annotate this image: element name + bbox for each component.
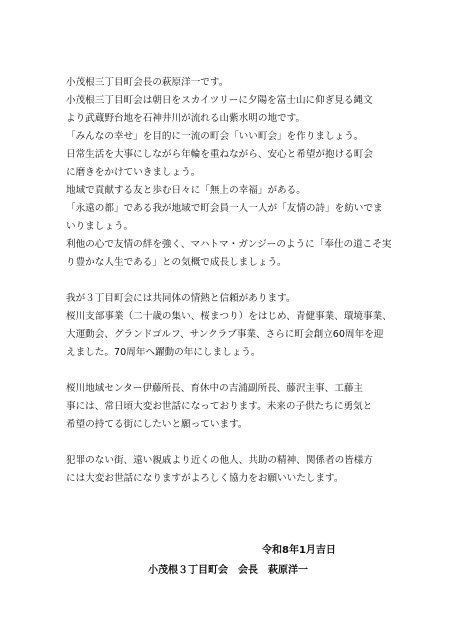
body-line: 桜川支部事業（二十歳の集い、桜まつり）をはじめ、青健事業、環境事業、: [66, 311, 392, 322]
body-line: り豊かな人生である」との気概で成長しましょう。: [66, 257, 287, 268]
body-line: 「みんなの幸せ」を目的に一流の町会「いい町会」を作りましょう。: [66, 131, 364, 142]
body-line: より武蔵野台地を石神井川が流れる山紫水明の地です。: [66, 113, 306, 124]
letter-body: [66, 74, 396, 488]
body-line: いりましょう。: [66, 221, 134, 232]
paragraph-gap: [66, 272, 396, 290]
body-line: 大運動会、グランドゴルフ、サンクラブ事業、さらに町会創立60周年を迎: [66, 329, 384, 340]
body-line: には大変お世話になりますがよろしく協力をお願いいたします。: [66, 473, 344, 484]
paragraph-gap: [66, 434, 396, 452]
signature-name: 小茂根３丁目町会 会長 萩原洋一: [148, 565, 308, 576]
body-line: に磨きをかけていきましょう。: [66, 167, 201, 178]
body-line: 犯罪のない街、遠い親戚より近くの他人、共助の精神、関係者の皆様方: [66, 455, 373, 466]
body-line: 桜川地域センター伊藤所長、育休中の吉浦副所長、藤沢主事、工藤主: [66, 383, 364, 394]
body-line: 小茂根三丁目町会長の萩原洋一です。: [66, 77, 229, 88]
body-line: 希望の持てる街にしたいと願っています。: [66, 419, 248, 430]
body-line: 地域で貢献する友と歩む日々に「無上の幸福」がある。: [66, 185, 306, 196]
body-line: 日常生活を大事にしながら年輪を重ねながら、安心と希望が抱ける町会: [66, 149, 373, 160]
body-line: 我が３丁目町会には共同体の情熱と信頼があります。: [66, 293, 296, 304]
body-line: 小茂根三丁目町会は朝日をスカイツリーに夕陽を富士山に仰ぎ見る縄文: [66, 95, 373, 106]
body-line: えました。70周年へ躍動の年にしましょう。: [66, 347, 261, 358]
signature-date: 令和8年1月吉日: [262, 545, 336, 556]
body-line: 事には、常日頃大変お世話になっております。未来の子供たちに勇気と: [66, 401, 373, 412]
body-line: 利他の心で友情の絆を強く、マハトマ・ガンジーのように「奉仕の道こそ実: [66, 239, 392, 250]
body-line: 「永遠の都」である我が地域で町会員一人一人が「友情の詩」を紡いでま: [66, 203, 383, 214]
paragraph-gap: [66, 362, 396, 380]
